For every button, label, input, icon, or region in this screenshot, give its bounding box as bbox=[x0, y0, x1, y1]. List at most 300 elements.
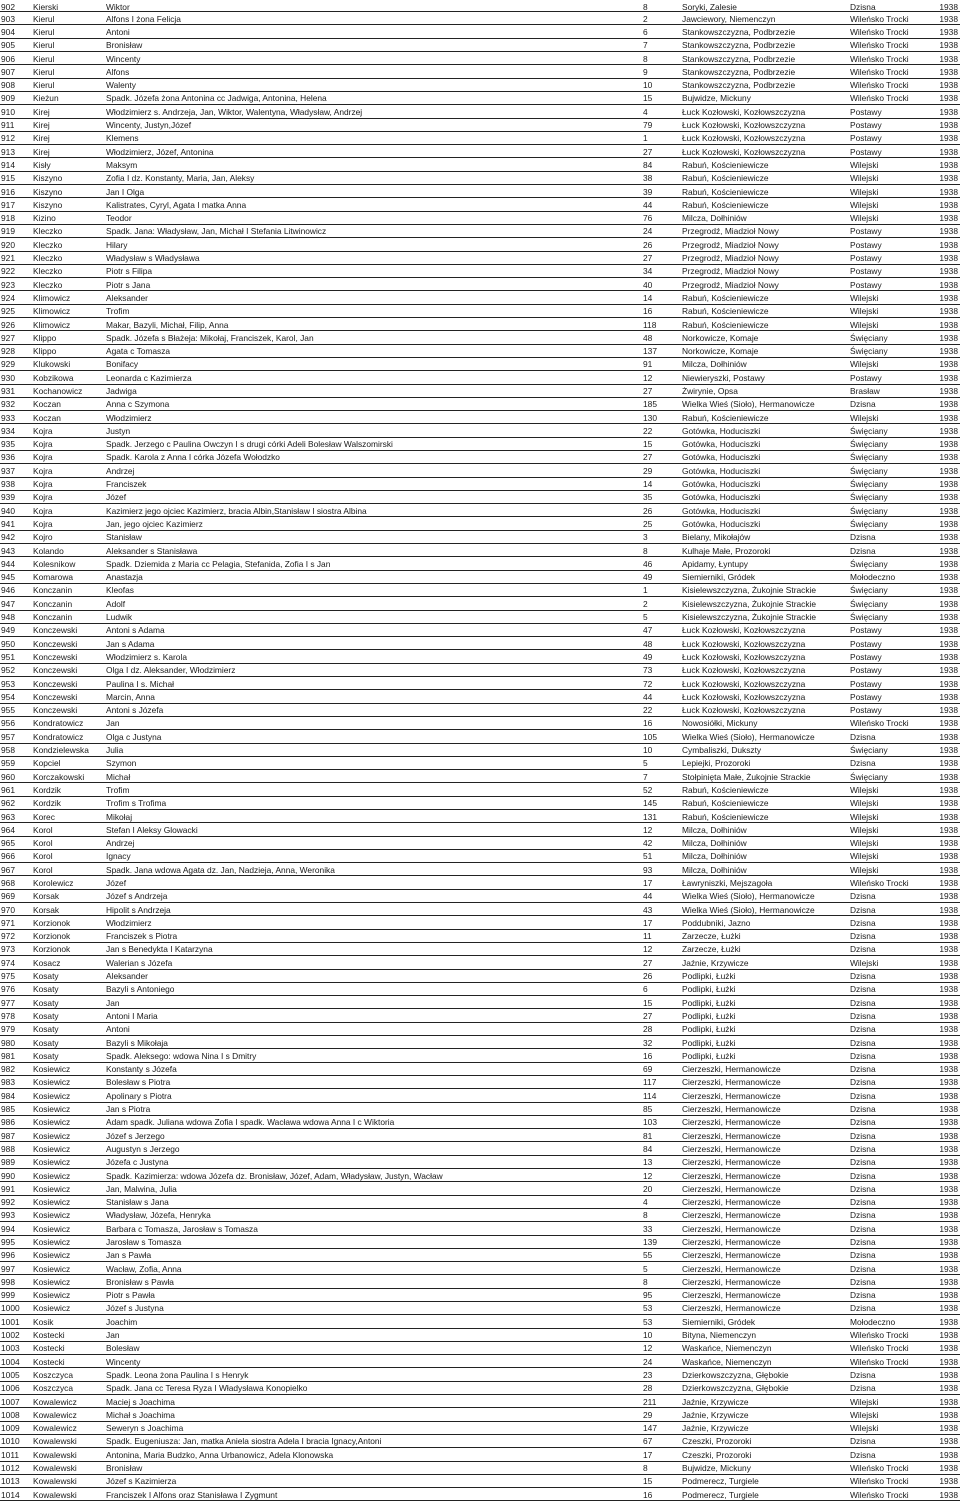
entry-number-cell: 983 bbox=[1, 1077, 15, 1088]
district-cell: Wilejski bbox=[850, 851, 879, 862]
surname-cell: Kosiewicz bbox=[33, 1064, 71, 1075]
surname-cell: Klippo bbox=[33, 346, 57, 357]
table-row bbox=[0, 65, 960, 78]
entry-number-cell: 978 bbox=[1, 1010, 15, 1021]
year-cell: 1938 bbox=[939, 279, 958, 290]
entry-number-cell: 1007 bbox=[1, 1396, 20, 1407]
house-number-cell: 114 bbox=[643, 1090, 657, 1101]
table-row bbox=[0, 1103, 960, 1116]
year-cell: 1938 bbox=[939, 1330, 958, 1341]
house-number-cell: 7 bbox=[643, 771, 648, 782]
surname-cell: Kierul bbox=[33, 40, 55, 51]
table-row bbox=[0, 198, 960, 211]
table-row bbox=[0, 1329, 960, 1342]
district-cell: Dzisna bbox=[850, 1010, 876, 1021]
district-cell: Wilejski bbox=[850, 292, 879, 303]
district-cell: Wilejski bbox=[850, 838, 879, 849]
district-cell: Wilejski bbox=[850, 319, 879, 330]
district-cell: Wilejski bbox=[850, 864, 879, 875]
house-number-cell: 12 bbox=[643, 944, 653, 955]
surname-cell: Kosiewicz bbox=[33, 1104, 71, 1115]
entry-number-cell: 1004 bbox=[1, 1356, 20, 1367]
table-row bbox=[0, 398, 960, 411]
given-names-cell: Spadk. Kazimierza: wdowa Józefa dz. Bronisław, Józef, Adam, Władysław, Justyn, Wacław bbox=[106, 1170, 443, 1181]
district-cell: Dzisna bbox=[850, 1303, 876, 1314]
year-cell: 1938 bbox=[939, 705, 958, 716]
house-number-cell: 2 bbox=[643, 598, 648, 609]
table-row bbox=[0, 39, 960, 52]
surname-cell: Korec bbox=[33, 811, 55, 822]
table-row bbox=[0, 1222, 960, 1235]
year-cell: 1938 bbox=[939, 891, 958, 902]
district-cell: Dzisna bbox=[850, 1210, 876, 1221]
house-number-cell: 27 bbox=[643, 1010, 653, 1021]
given-names-cell: Włodzimierz bbox=[106, 917, 152, 928]
village-commune-cell: Jawciewory, Niemenczyn bbox=[682, 13, 776, 24]
house-number-cell: 22 bbox=[643, 425, 653, 436]
village-commune-cell: Przegrodź, Miadzioł Nowy bbox=[682, 266, 779, 277]
village-commune-cell: Łuck Kozłowski, Kozłowszczyzna bbox=[682, 638, 806, 649]
table-row bbox=[0, 863, 960, 876]
entry-number-cell: 955 bbox=[1, 705, 15, 716]
house-number-cell: 27 bbox=[643, 386, 653, 396]
house-number-cell: 76 bbox=[643, 213, 653, 224]
entry-number-cell: 996 bbox=[1, 1250, 15, 1261]
district-cell: Wilejski bbox=[850, 811, 879, 822]
house-number-cell: 10 bbox=[643, 745, 653, 756]
village-commune-cell: Przegrodź, Miadzioł Nowy bbox=[682, 239, 779, 250]
entry-number-cell: 982 bbox=[1, 1064, 15, 1075]
district-cell: Wilejski bbox=[850, 784, 879, 795]
year-cell: 1938 bbox=[939, 1423, 958, 1434]
surname-cell: Kostecki bbox=[33, 1330, 65, 1341]
entry-number-cell: 909 bbox=[1, 93, 15, 104]
year-cell: 1938 bbox=[939, 691, 958, 702]
surname-cell: Kordzik bbox=[33, 798, 61, 809]
surname-cell: Konczewski bbox=[33, 638, 78, 649]
village-commune-cell: Łuck Kozłowski, Kozłowszczyzna bbox=[682, 651, 806, 662]
given-names-cell: Jan s Adama bbox=[106, 638, 155, 649]
house-number-cell: 28 bbox=[643, 1024, 653, 1035]
surname-cell: Kosiewicz bbox=[33, 1183, 71, 1194]
entry-number-cell: 1003 bbox=[1, 1343, 20, 1354]
village-commune-cell: Przegrodź, Miadzioł Nowy bbox=[682, 226, 779, 237]
table-row bbox=[0, 1156, 960, 1169]
district-cell: Wilejski bbox=[850, 173, 879, 184]
house-number-cell: 139 bbox=[643, 1237, 657, 1247]
district-cell: Dzisna bbox=[850, 1237, 876, 1247]
house-number-cell: 6 bbox=[643, 984, 648, 995]
entry-number-cell: 994 bbox=[1, 1223, 15, 1234]
house-number-cell: 93 bbox=[643, 864, 653, 875]
given-names-cell: Franciszek s Piotra bbox=[106, 931, 178, 942]
village-commune-cell: Podlipki, Łużki bbox=[682, 1010, 736, 1021]
surname-cell: Kierul bbox=[33, 66, 55, 77]
table-row bbox=[0, 1422, 960, 1435]
table-row bbox=[0, 172, 960, 185]
given-names-cell: Włodzimierz s. Andrzeja, Jan, Wiktor, Walentyna, Władysław, Andrzej bbox=[106, 106, 363, 117]
entry-number-cell: 921 bbox=[1, 253, 15, 264]
house-number-cell: 131 bbox=[643, 811, 657, 822]
house-number-cell: 53 bbox=[643, 1303, 653, 1314]
district-cell: Postawy bbox=[850, 678, 882, 689]
house-number-cell: 51 bbox=[643, 851, 653, 862]
house-number-cell: 25 bbox=[643, 518, 653, 529]
table-row bbox=[0, 544, 960, 557]
village-commune-cell: Rabuń, Kościeniewicze bbox=[682, 798, 769, 809]
village-commune-cell: Cierzeszki, Hermanowicze bbox=[682, 1237, 781, 1247]
table-row bbox=[0, 12, 960, 25]
entry-number-cell: 925 bbox=[1, 306, 15, 317]
given-names-cell: Kleofas bbox=[106, 585, 134, 596]
table-row bbox=[0, 1169, 960, 1182]
table-row bbox=[0, 358, 960, 371]
house-number-cell: 3 bbox=[643, 532, 648, 543]
surname-cell: Kiszyno bbox=[33, 199, 63, 210]
table-row bbox=[0, 331, 960, 344]
district-cell: Dzisna bbox=[850, 1223, 876, 1234]
entry-number-cell: 926 bbox=[1, 319, 15, 330]
house-number-cell: 8 bbox=[643, 1210, 648, 1221]
year-cell: 1938 bbox=[939, 1143, 958, 1154]
table-row bbox=[0, 92, 960, 105]
surname-cell: Kolando bbox=[33, 545, 64, 556]
year-cell: 1938 bbox=[939, 319, 958, 330]
district-cell: Wilejski bbox=[850, 159, 879, 170]
entry-number-cell: 904 bbox=[1, 26, 15, 37]
table-row bbox=[0, 797, 960, 810]
house-number-cell: 103 bbox=[643, 1117, 657, 1128]
district-cell: Wileńsko Trocki bbox=[850, 1330, 909, 1341]
district-cell: Wileńsko Trocki bbox=[850, 53, 909, 64]
village-commune-cell: Kulhaje Małe, Prozoroki bbox=[682, 545, 771, 556]
table-row bbox=[0, 1448, 960, 1461]
entry-number-cell: 965 bbox=[1, 838, 15, 849]
entry-number-cell: 912 bbox=[1, 133, 15, 144]
given-names-cell: Włodzimierz s. Karola bbox=[106, 651, 187, 662]
house-number-cell: 1 bbox=[643, 133, 648, 144]
house-number-cell: 13 bbox=[643, 1157, 653, 1168]
village-commune-cell: Łuck Kozłowski, Kozłowszczyzna bbox=[682, 133, 806, 144]
table-row bbox=[0, 158, 960, 171]
year-cell: 1938 bbox=[939, 665, 958, 676]
table-row bbox=[0, 810, 960, 823]
table-row bbox=[0, 451, 960, 464]
entry-number-cell: 976 bbox=[1, 984, 15, 995]
table-row bbox=[0, 1355, 960, 1368]
given-names-cell: Stanisław s Jana bbox=[106, 1197, 169, 1208]
surname-cell: Korzionok bbox=[33, 931, 71, 942]
given-names-cell: Piotr s Filipa bbox=[106, 266, 153, 277]
surname-cell: Kierul bbox=[33, 80, 55, 91]
year-cell: 1938 bbox=[939, 1237, 958, 1247]
entry-number-cell: 906 bbox=[1, 53, 15, 64]
year-cell: 1938 bbox=[939, 173, 958, 184]
entry-number-cell: 911 bbox=[1, 120, 15, 131]
entry-number-cell: 907 bbox=[1, 66, 15, 77]
table-row bbox=[0, 730, 960, 743]
village-commune-cell: Wielka Wieś (Sioło), Hermanowicze bbox=[682, 731, 815, 742]
entry-number-cell: 966 bbox=[1, 851, 15, 862]
district-cell: Dzisna bbox=[850, 944, 876, 955]
given-names-cell: Franciszek I Alfons oraz Stanisława I Zygmunt bbox=[106, 1489, 278, 1500]
entry-number-cell: 905 bbox=[1, 40, 15, 51]
entry-number-cell: 945 bbox=[1, 572, 15, 583]
house-number-cell: 8 bbox=[643, 53, 648, 64]
district-cell: Postawy bbox=[850, 372, 882, 383]
entry-number-cell: 990 bbox=[1, 1170, 15, 1181]
village-commune-cell: Rabuń, Kościeniewicze bbox=[682, 292, 769, 303]
district-cell: Wilejski bbox=[850, 199, 879, 210]
house-number-cell: 12 bbox=[643, 824, 653, 835]
year-cell: 1938 bbox=[939, 1369, 958, 1380]
year-cell: 1938 bbox=[939, 1343, 958, 1354]
entry-number-cell: 957 bbox=[1, 731, 15, 742]
house-number-cell: 12 bbox=[643, 372, 653, 383]
district-cell: Dzisna bbox=[850, 731, 876, 742]
table-row bbox=[0, 105, 960, 118]
entry-number-cell: 997 bbox=[1, 1263, 15, 1274]
year-cell: 1938 bbox=[939, 745, 958, 756]
district-cell: Dzisna bbox=[850, 1157, 876, 1168]
given-names-cell: Olga I dz. Aleksander, Włodzimierz bbox=[106, 665, 236, 676]
district-cell: Postawy bbox=[850, 106, 882, 117]
given-names-cell: Józef s Jerzego bbox=[106, 1130, 165, 1141]
table-row bbox=[0, 1023, 960, 1036]
district-cell: Święciany bbox=[850, 346, 888, 357]
table-row bbox=[0, 212, 960, 225]
given-names-cell: Teodor bbox=[106, 213, 132, 224]
given-names-cell: Marcin, Anna bbox=[106, 691, 155, 702]
entry-number-cell: 960 bbox=[1, 771, 15, 782]
village-commune-cell: Rabuń, Kościeniewicze bbox=[682, 186, 769, 197]
district-cell: Wileńsko Trocki bbox=[850, 1343, 909, 1354]
entry-number-cell: 932 bbox=[1, 399, 15, 410]
village-commune-cell: Niewieryszki, Postawy bbox=[682, 372, 765, 383]
village-commune-cell: Podlipki, Łużki bbox=[682, 1024, 736, 1035]
table-row bbox=[0, 1089, 960, 1102]
given-names-cell: Barbara c Tomasza, Jarosław s Tomasza bbox=[106, 1223, 258, 1234]
surname-cell: Komarowa bbox=[33, 572, 74, 583]
surname-cell: Kosaty bbox=[33, 1010, 59, 1021]
entry-number-cell: 1001 bbox=[1, 1316, 20, 1327]
year-cell: 1938 bbox=[939, 213, 958, 224]
table-row bbox=[0, 1076, 960, 1089]
village-commune-cell: Wielka Wieś (Sioło), Hermanowicze bbox=[682, 904, 815, 915]
house-number-cell: 49 bbox=[643, 651, 653, 662]
house-number-cell: 6 bbox=[643, 26, 648, 37]
entry-number-cell: 915 bbox=[1, 173, 15, 184]
year-cell: 1938 bbox=[939, 306, 958, 317]
table-row bbox=[0, 238, 960, 251]
village-commune-cell: Cierzeszki, Hermanowicze bbox=[682, 1143, 781, 1154]
district-cell: Dzisna bbox=[850, 1369, 876, 1380]
year-cell: 1938 bbox=[939, 1010, 958, 1021]
given-names-cell: Bolesław bbox=[106, 1343, 140, 1354]
district-cell: Postawy bbox=[850, 705, 882, 716]
village-commune-cell: Rabuń, Kościeniewicze bbox=[682, 784, 769, 795]
house-number-cell: 72 bbox=[643, 678, 653, 689]
table-row bbox=[0, 411, 960, 424]
surname-cell: Kleczko bbox=[33, 226, 63, 237]
surname-cell: Korol bbox=[33, 851, 53, 862]
entry-number-cell: 939 bbox=[1, 492, 15, 503]
entry-number-cell: 984 bbox=[1, 1090, 15, 1101]
house-number-cell: 81 bbox=[643, 1130, 653, 1141]
surname-cell: Kosiewicz bbox=[33, 1250, 71, 1261]
district-cell: Dzisna bbox=[850, 1024, 876, 1035]
entry-number-cell: 972 bbox=[1, 931, 15, 942]
table-row bbox=[0, 1182, 960, 1195]
house-number-cell: 39 bbox=[643, 186, 653, 197]
table-row bbox=[0, 185, 960, 198]
village-commune-cell: Nowosiółki, Mickuny bbox=[682, 718, 758, 729]
district-cell: Dzisna bbox=[850, 1064, 876, 1075]
year-cell: 1938 bbox=[939, 239, 958, 250]
given-names-cell: Antoni bbox=[106, 26, 130, 37]
village-commune-cell: Cierzeszki, Hermanowicze bbox=[682, 1170, 781, 1181]
entry-number-cell: 934 bbox=[1, 425, 15, 436]
surname-cell: Kojra bbox=[33, 492, 53, 503]
year-cell: 1938 bbox=[939, 824, 958, 835]
district-cell: Dzisna bbox=[850, 1077, 876, 1088]
surname-cell: Koczan bbox=[33, 399, 61, 410]
village-commune-cell: Milcza, Dołhiniów bbox=[682, 864, 747, 875]
given-names-cell: Mikołaj bbox=[106, 811, 133, 822]
district-cell: Dzisna bbox=[850, 1250, 876, 1261]
year-cell: 1938 bbox=[939, 53, 958, 64]
given-names-cell: Walenty bbox=[106, 80, 136, 91]
house-number-cell: 27 bbox=[643, 253, 653, 264]
district-cell: Dzisna bbox=[850, 1037, 876, 1048]
entry-number-cell: 927 bbox=[1, 332, 15, 343]
given-names-cell: Franciszek bbox=[106, 479, 147, 490]
table-row bbox=[0, 677, 960, 690]
village-commune-cell: Stankowszczyzna, Podbrzezie bbox=[682, 26, 796, 37]
given-names-cell: Joachim bbox=[106, 1316, 138, 1327]
village-commune-cell: Podlipki, Łużki bbox=[682, 997, 736, 1008]
given-names-cell: Bonifacy bbox=[106, 359, 139, 370]
year-cell: 1938 bbox=[939, 1197, 958, 1208]
entry-number-cell: 998 bbox=[1, 1276, 15, 1287]
entry-number-cell: 936 bbox=[1, 452, 15, 463]
year-cell: 1938 bbox=[939, 1436, 958, 1447]
entry-number-cell: 923 bbox=[1, 279, 15, 290]
village-commune-cell: Gotówka, Hoduciszki bbox=[682, 492, 761, 503]
village-commune-cell: Waskańce, Niemenczyn bbox=[682, 1343, 772, 1354]
given-names-cell: Władysław s Władysława bbox=[106, 253, 200, 264]
village-commune-cell: Cierzeszki, Hermanowicze bbox=[682, 1117, 781, 1128]
given-names-cell: Wiktor bbox=[106, 1, 130, 12]
village-commune-cell: Wielka Wieś (Sioło), Hermanowicze bbox=[682, 891, 815, 902]
surname-cell: Konczanin bbox=[33, 598, 73, 609]
village-commune-cell: Cierzeszki, Hermanowicze bbox=[682, 1077, 781, 1088]
house-number-cell: 8 bbox=[643, 1, 648, 12]
given-names-cell: Andrzej bbox=[106, 465, 135, 476]
year-cell: 1938 bbox=[939, 425, 958, 436]
table-row bbox=[0, 996, 960, 1009]
surname-cell: Kierul bbox=[33, 26, 55, 37]
entry-number-cell: 964 bbox=[1, 824, 15, 835]
surname-cell: Kierski bbox=[33, 1, 59, 12]
house-number-cell: 22 bbox=[643, 705, 653, 716]
house-number-cell: 5 bbox=[643, 758, 648, 769]
district-cell: Dzisna bbox=[850, 532, 876, 543]
district-cell: Mołodeczno bbox=[850, 572, 896, 583]
surname-cell: Kosiewicz bbox=[33, 1276, 71, 1287]
village-commune-cell: Rabuń, Kościeniewicze bbox=[682, 306, 769, 317]
village-commune-cell: Rabuń, Kościeniewicze bbox=[682, 412, 769, 423]
district-cell: Wileńsko Trocki bbox=[850, 40, 909, 51]
year-cell: 1938 bbox=[939, 1316, 958, 1327]
entry-number-cell: 959 bbox=[1, 758, 15, 769]
given-names-cell: Julia bbox=[106, 745, 124, 756]
year-cell: 1938 bbox=[939, 598, 958, 609]
district-cell: Dzisna bbox=[850, 1197, 876, 1208]
year-cell: 1938 bbox=[939, 386, 958, 396]
district-cell: Dzisna bbox=[850, 1090, 876, 1101]
house-number-cell: 42 bbox=[643, 838, 653, 849]
year-cell: 1938 bbox=[939, 758, 958, 769]
given-names-cell: Antoni s Józefa bbox=[106, 705, 164, 716]
year-cell: 1938 bbox=[939, 1223, 958, 1234]
given-names-cell: Stanisław bbox=[106, 532, 142, 543]
entry-number-cell: 956 bbox=[1, 718, 15, 729]
entry-number-cell: 979 bbox=[1, 1024, 15, 1035]
house-number-cell: 8 bbox=[643, 545, 648, 556]
district-cell: Dzisna bbox=[850, 1290, 876, 1301]
given-names-cell: Justyn bbox=[106, 425, 131, 436]
house-number-cell: 16 bbox=[643, 718, 653, 729]
table-row bbox=[0, 1249, 960, 1262]
surname-cell: Konczewski bbox=[33, 691, 78, 702]
year-cell: 1938 bbox=[939, 718, 958, 729]
given-names-cell: Apolinary s Piotra bbox=[106, 1090, 172, 1101]
village-commune-cell: Gotówka, Hoduciszki bbox=[682, 479, 761, 490]
village-commune-cell: Cierzeszki, Hermanowicze bbox=[682, 1303, 781, 1314]
year-cell: 1938 bbox=[939, 1276, 958, 1287]
house-number-cell: 44 bbox=[643, 199, 653, 210]
table-row bbox=[0, 837, 960, 850]
entry-number-cell: 995 bbox=[1, 1237, 15, 1247]
table-row bbox=[0, 890, 960, 903]
surname-cell: Kondzielewska bbox=[33, 745, 89, 756]
table-row bbox=[0, 318, 960, 331]
year-cell: 1938 bbox=[939, 359, 958, 370]
table-row bbox=[0, 79, 960, 92]
village-commune-cell: Łuck Kozłowski, Kozłowszczyzna bbox=[682, 665, 806, 676]
given-names-cell: Spadk. Karola z Anna I córka Józefa Wołodzko bbox=[106, 452, 280, 463]
given-names-cell: Jan, jego ojciec Kazimierz bbox=[106, 518, 203, 529]
entry-number-cell: 940 bbox=[1, 505, 15, 516]
entry-number-cell: 1014 bbox=[1, 1489, 20, 1500]
house-number-cell: 10 bbox=[643, 80, 653, 91]
surname-cell: Kleczko bbox=[33, 266, 63, 277]
village-commune-cell: Waskańce, Niemenczyn bbox=[682, 1356, 772, 1367]
entry-number-cell: 924 bbox=[1, 292, 15, 303]
year-cell: 1938 bbox=[939, 1409, 958, 1420]
given-names-cell: Spadk. Jana wdowa Agata dz. Jan, Nadzieja, Anna, Weronika bbox=[106, 864, 335, 875]
surname-cell: Kirej bbox=[33, 120, 50, 131]
table-row bbox=[0, 464, 960, 477]
district-cell: Wilejski bbox=[850, 1409, 879, 1420]
house-number-cell: 145 bbox=[643, 798, 657, 809]
given-names-cell: Jadwiga bbox=[106, 386, 137, 396]
district-cell: Święciany bbox=[850, 558, 888, 569]
district-cell: Wilejski bbox=[850, 359, 879, 370]
given-names-cell: Alfons I żona Felicja bbox=[106, 13, 181, 24]
given-names-cell: Spadk. Leona żona Paulina I s Henryk bbox=[106, 1369, 249, 1380]
